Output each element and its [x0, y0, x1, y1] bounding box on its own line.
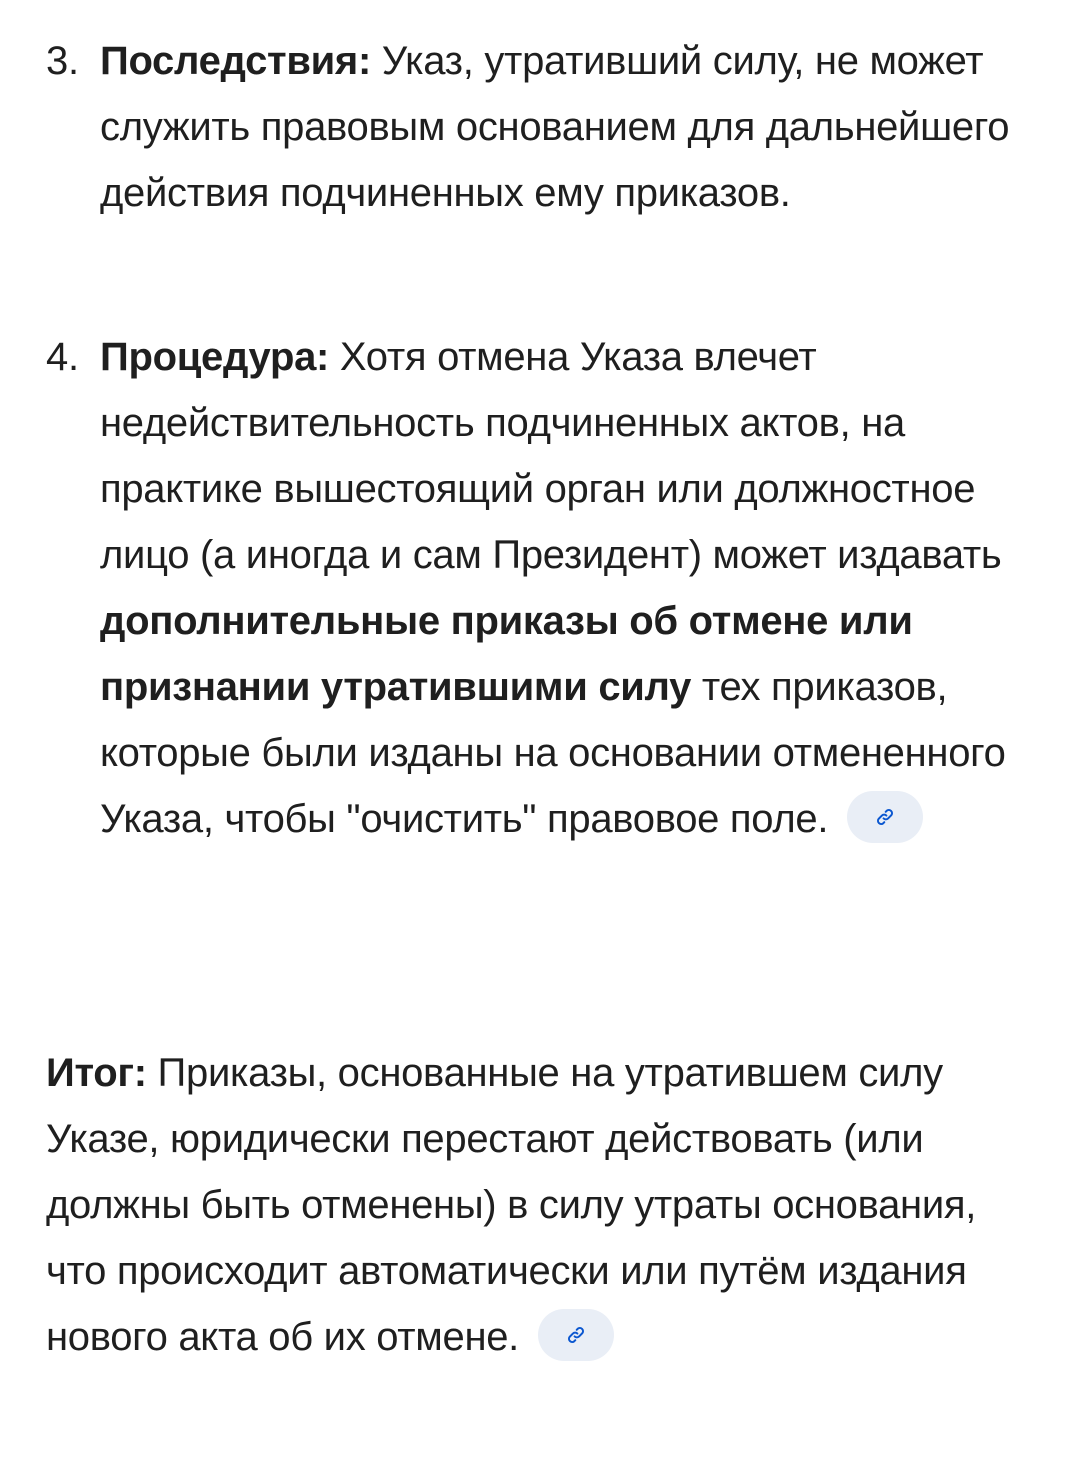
- item-text-continued: тех приказов, которые были изданы на основании отмененного Указа, чтобы "очистить" правовое поле.: [100, 665, 1006, 841]
- list-number: 3.: [46, 39, 79, 83]
- summary-heading: Итог:: [46, 1051, 147, 1095]
- summary-text: Приказы, основанные на утратившем силу Указе, юридически перестают действовать (или должны быть отменены) в силу утраты основания, что происходит автоматически или путём издания нового акта об их отмене.: [46, 1051, 977, 1359]
- summary-paragraph: [46, 1040, 1026, 1370]
- item-text: Хотя отмена Указа влечет недействительность подчиненных актов, на практике вышестоящий орган или должностное лицо (а иногда и сам Президент) может издавать: [100, 335, 1002, 577]
- source-link-button[interactable]: [538, 1309, 614, 1361]
- link-icon: [564, 1323, 588, 1347]
- emphasized-phrase: дополнительные приказы об отмене или признании утратившими силу: [100, 599, 913, 709]
- source-link-button[interactable]: [847, 791, 923, 843]
- list-item-consequences: [46, 28, 1030, 226]
- item-text: Указ, утративший силу, не может служить правовым основанием для дальнейшего действия подчиненных ему приказов.: [100, 39, 1010, 215]
- item-heading: Процедура:: [100, 335, 330, 379]
- link-icon: [873, 805, 897, 829]
- list-item-procedure: [46, 324, 1030, 852]
- item-heading: Последствия:: [100, 39, 371, 83]
- list-number: 4.: [46, 335, 79, 379]
